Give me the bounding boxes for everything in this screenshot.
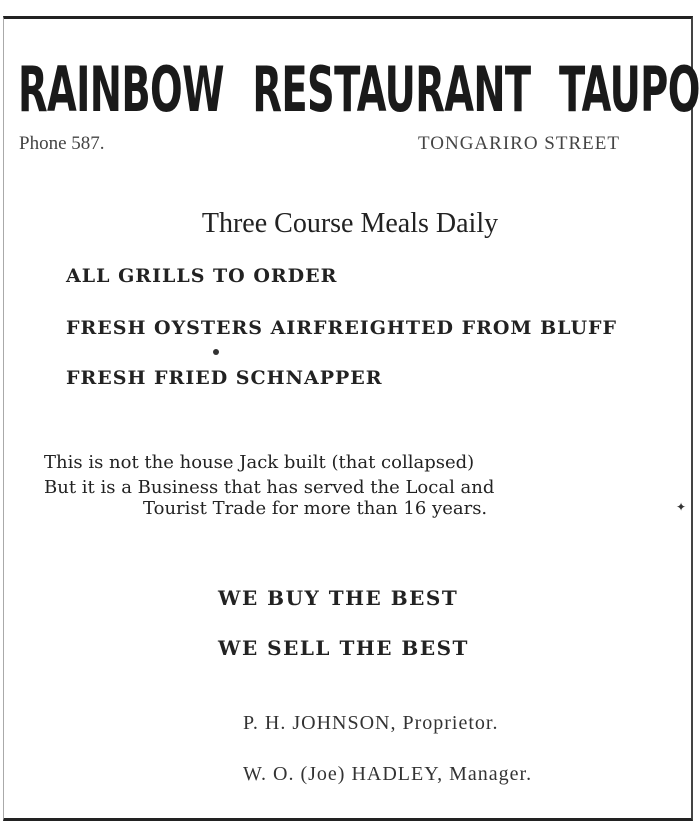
- slogan-sell: WE SELL THE BEST: [218, 636, 469, 660]
- description-line: This is not the house Jack built (that collapsed): [44, 452, 475, 473]
- manager-credit: W. O. (Joe) HADLEY, Manager.: [243, 763, 533, 785]
- menu-item: FRESH FRIED SCHNAPPER: [66, 367, 383, 389]
- headline-word-restaurant: RESTAURANT: [252, 53, 531, 126]
- description-line: Tourist Trade for more than 16 years.: [143, 498, 488, 519]
- phone-number: Phone 587.: [19, 133, 105, 154]
- slogan-buy: WE BUY THE BEST: [218, 586, 459, 610]
- street-address: TONGARIRO STREET: [418, 133, 620, 154]
- menu-item: FRESH OYSTERS AIRFREIGHTED FROM BLUFF: [66, 317, 617, 339]
- menu-item: ALL GRILLS TO ORDER: [66, 265, 338, 287]
- restaurant-headline: [18, 52, 700, 128]
- bullet-dot: [213, 349, 219, 355]
- proprietor-credit: P. H. JOHNSON, Proprietor.: [243, 712, 499, 734]
- ink-speck-icon: ✦: [676, 500, 687, 514]
- tagline: Three Course Meals Daily: [201, 208, 499, 239]
- description-line: But it is a Business that has served the Local and: [44, 477, 495, 498]
- headline-word-rainbow: RAINBOW: [18, 53, 224, 126]
- headline-word-taupo: TAUPO: [559, 53, 700, 126]
